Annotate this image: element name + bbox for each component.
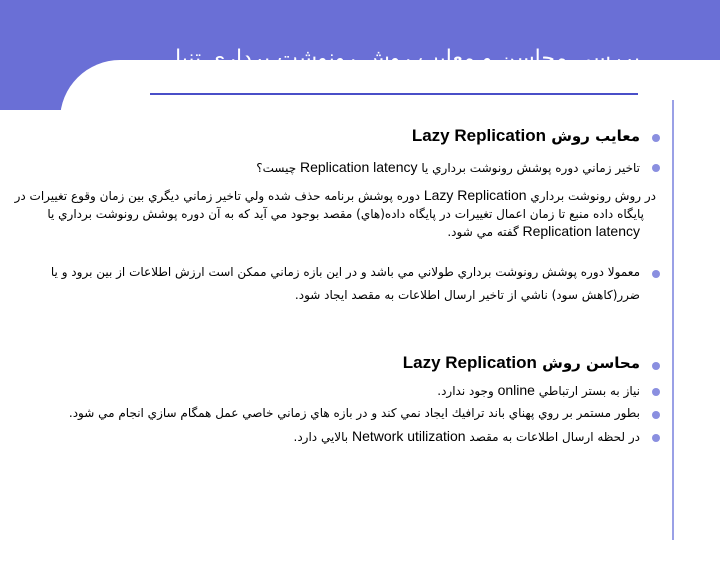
bullet-icon (652, 134, 660, 142)
slide-title: بررسي محاسن و معايب روش رونوشت برداري تنبل (165, 46, 640, 71)
bullet-icon (652, 411, 660, 419)
list-item-online: نياز به بستر ارتباطي online وجود ندارد. (437, 382, 640, 398)
list-item-bandwidth: بطور مستمر بر روي پهناي باند ترافيك ايجاد نمي كند و در بازه هاي زماني خاصي عمل همگام سازي انجام مي شود. (68, 406, 640, 420)
paragraph-line-3: Replication latency گفته مي شود. (447, 223, 640, 239)
bullet-icon (652, 388, 660, 396)
list-item-latency-effect-1: معمولا دوره پوشش رونوشت برداري طولاني مي باشد و در اين بازه زماني ممكن است ارزش اطلاعات از بين برود و يا (50, 265, 640, 279)
bullet-icon (652, 270, 660, 278)
bullet-icon (652, 164, 660, 172)
paragraph-line-2: پايگاه داده منبع تا زمان اعمال تغييرات در پايگاه داده(هاي) مقصد بوجود مي آيد كه به آن دوره پوشش رونوشت برداري يا (47, 207, 644, 221)
list-item-latency-effect-2: ضرر(كاهش سود) ناشي از تاخير ارسال اطلاعات به مقصد ايجاد شود. (294, 288, 640, 302)
bullet-icon (652, 434, 660, 442)
list-item-network-utilization: در لحظه ارسال اطلاعات به مقصد Network utilization بالايي دارد. (293, 428, 640, 444)
heading-disadvantages: معايب روش Lazy Replication (411, 126, 640, 145)
bullet-icon (652, 362, 660, 370)
list-item-latency-question: تاخير زماني دوره پوشش رونوشت برداري يا Replication latency چيست؟ (256, 159, 640, 175)
heading-advantages: محاسن روش Lazy Replication (402, 353, 640, 372)
paragraph-line-1: در روش رونوشت برداري Lazy Replication دوره پوشش برنامه حذف شده ولي تاخير زماني ديگري بين زمان وقوع تغييرات در (14, 187, 656, 203)
